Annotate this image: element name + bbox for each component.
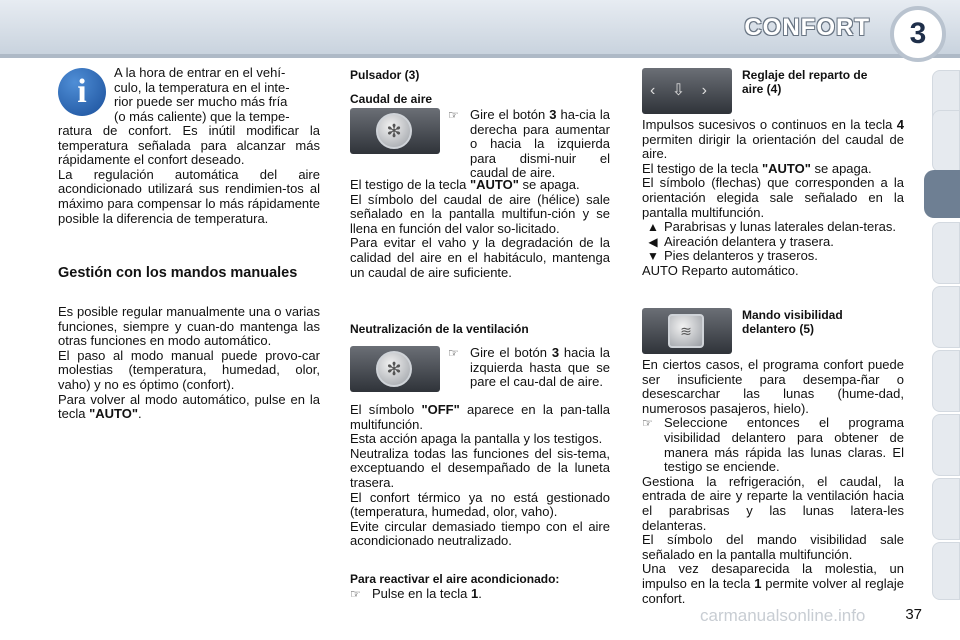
left-text-block <box>58 124 320 226</box>
fan-rotate-icon: ✻ <box>376 351 412 387</box>
page-title: CONFORT <box>744 14 870 41</box>
manual-paragraph-2: El paso al modo manual puede provo-car molestias (temperatura, humedad, olor, vaho) y no es óptimo (confort). <box>58 347 320 392</box>
chapter-tab-6[interactable] <box>932 350 960 412</box>
chapter-tab-7[interactable] <box>932 414 960 476</box>
watermark: carmanualsonline.info <box>700 606 866 625</box>
auto-regulation-paragraph: La regulación automática del aire acondicionado utilizará sus rendimien-tos al máximo para compensar lo más rápidamente posible la diferencia de temperatura. <box>58 166 320 226</box>
triangle-down-icon: ▼ <box>647 249 659 264</box>
manual-paragraph-1: Es posible regular manualmente una o varias funciones, siempre y cuan-do mantenga las otras funciones en modo automático. <box>58 304 320 349</box>
vaho-paragraph: Para evitar el vaho y la degradación de la calidad del aire en el habitáculo, mantenga un caudal de aire suficiente. <box>350 235 610 280</box>
impulsos-paragraph: Impulsos sucesivos o continuos en la tecla 4 permiten dirigir la orientación del caudal de aire. <box>642 117 904 162</box>
simbolo-paragraph: El símbolo del caudal de aire (hélice) sale señalado en la pantalla multifun-ción y se llena en función del valor so-licitado. <box>350 191 610 236</box>
option-parabrisas: ▲ Parabrisas y lunas laterales delan-teras. <box>642 220 904 235</box>
accion-paragraph: Esta acción apaga la pantalla y los testigos. <box>350 431 603 447</box>
page-number: 37 <box>905 606 922 623</box>
fan-knob-image-2 <box>350 346 440 392</box>
fan-icon: ✻ <box>376 113 412 149</box>
chapter-tab-active[interactable] <box>924 170 960 218</box>
pulsador-title: Pulsador (3) <box>350 68 420 82</box>
casos-paragraph: En ciertos casos, el programa confort puede ser insuficiente para desempa-ñar o desescarchar las lunas (hume-dad, numerosos pasajeros, hielo). <box>642 357 904 416</box>
auto-key: "AUTO" <box>89 406 138 422</box>
chapter-badge: 3 <box>890 6 946 62</box>
intro-line: rior puede ser mucho más fría <box>114 94 288 110</box>
neutraliza-paragraph: Neutraliza todas las funciones del sis-tema, exceptuando el desempañado de la luneta trasera. <box>350 445 610 490</box>
visibilidad-title: Mando visibilidad delantero (5) <box>742 308 843 336</box>
confort-paragraph: El confort térmico ya no está gestionado (temperatura, humedad, olor, vaho). <box>350 489 610 520</box>
testigo-line-right: El testigo de la tecla "AUTO" se apaga. <box>642 160 872 176</box>
air-distribution-icon: ‹ ⇩ › <box>650 82 713 99</box>
caudal-text-block <box>350 178 610 280</box>
simbolo-visib-paragraph: El símbolo del mando visibilidad sale señalado en la pantalla multifunción. <box>642 532 904 562</box>
visibilidad-text-block <box>642 358 904 606</box>
option-pies: ▼ Pies delanteros y traseros. <box>642 249 904 264</box>
bullet-pulse: ☞ Pulse en la tecla 1. <box>350 586 482 601</box>
flechas-paragraph: El símbolo (flechas) que corresponden a la orientación elegida sale señalado en la pantalla multifunción. <box>642 175 904 220</box>
triangle-up-icon: ▲ <box>647 220 659 235</box>
intro-line: (o más caliente) que la tempe- <box>114 108 290 124</box>
info-icon: i <box>58 68 106 116</box>
intro-top <box>114 66 320 124</box>
intro-line: culo, la temperatura en el inte- <box>114 79 290 95</box>
reparto-text-block <box>642 118 904 279</box>
bullet-seleccione: ☞ Seleccione entonces el programa visibilidad delantero para obtener de manera más rápida las lunas claras. El testigo se enciende. <box>642 415 904 475</box>
gestiona-paragraph: Gestiona la refrigeración, el caudal, la entrada de aire y reparte la ventilación hacia el parabrisas y las lunas latera-les delanteras. <box>642 473 904 533</box>
defrost-button-image <box>642 308 732 354</box>
pointing-hand-icon: ☞ <box>350 587 361 601</box>
neutral-text-block <box>350 403 610 549</box>
pointing-hand-icon: ☞ <box>448 108 459 122</box>
manual-paragraph-3: Para volver al modo automático, pulse en la tecla "AUTO". <box>58 391 320 422</box>
chapter-tab-2[interactable] <box>932 110 960 172</box>
una-vez-paragraph: Una vez desaparecida la molestia, un impulso en la tecla 1 permite volver al reglaje confort. <box>642 561 904 606</box>
intro-rest: ratura de confort. Es inútil modificar la temperatura señalada para alcanzar más rápidamente el confort deseado. <box>58 123 320 168</box>
neutralizacion-title: Neutralización de la ventilación <box>350 322 529 336</box>
defrost-icon: ≋ <box>668 314 704 348</box>
pointing-hand-icon: ☞ <box>448 346 459 360</box>
air-distribution-image <box>642 68 732 114</box>
bullet-gire-2: ☞ Gire el botón 3 hacia la izquierda hasta que se pare el cau-dal de aire. <box>448 345 611 390</box>
manual-section-title: Gestión con los mandos manuales <box>58 265 298 281</box>
reparto-title: Reglaje del reparto de aire (4) <box>742 68 868 96</box>
option-aireacion: ◀ Aireación delantera y trasera. <box>642 235 904 250</box>
bullet-gire-1: ☞ Gire el botón 3 ha-cia la derecha para aumentar o hacia la izquierda para dismi-nuir el caudal de aire. <box>448 107 611 181</box>
header-strip <box>0 54 960 58</box>
chapter-tab-4[interactable] <box>932 222 960 284</box>
pointing-hand-icon: ☞ <box>642 416 653 431</box>
chapter-tab-9[interactable] <box>932 542 960 600</box>
evite-paragraph: Evite circular demasiado tiempo con el aire acondicionado neutralizado. <box>350 518 610 549</box>
chapter-tab-5[interactable] <box>932 286 960 348</box>
testigo-line: El testigo de la tecla "AUTO" se apaga. <box>350 177 580 192</box>
fan-knob-image <box>350 108 440 154</box>
intro-line: A la hora de entrar en el vehí- <box>114 65 286 80</box>
off-line: El símbolo "OFF" aparece en la pan-talla multifunción. <box>350 402 610 432</box>
chapter-tab-8[interactable] <box>932 478 960 540</box>
option-auto: AUTO Reparto automático. <box>642 262 799 278</box>
caudal-title: Caudal de aire <box>350 92 433 106</box>
triangle-left-icon: ◀ <box>648 234 658 249</box>
manual-text-block <box>58 305 320 422</box>
reactivar-title: Para reactivar el aire acondicionado: <box>350 572 560 586</box>
